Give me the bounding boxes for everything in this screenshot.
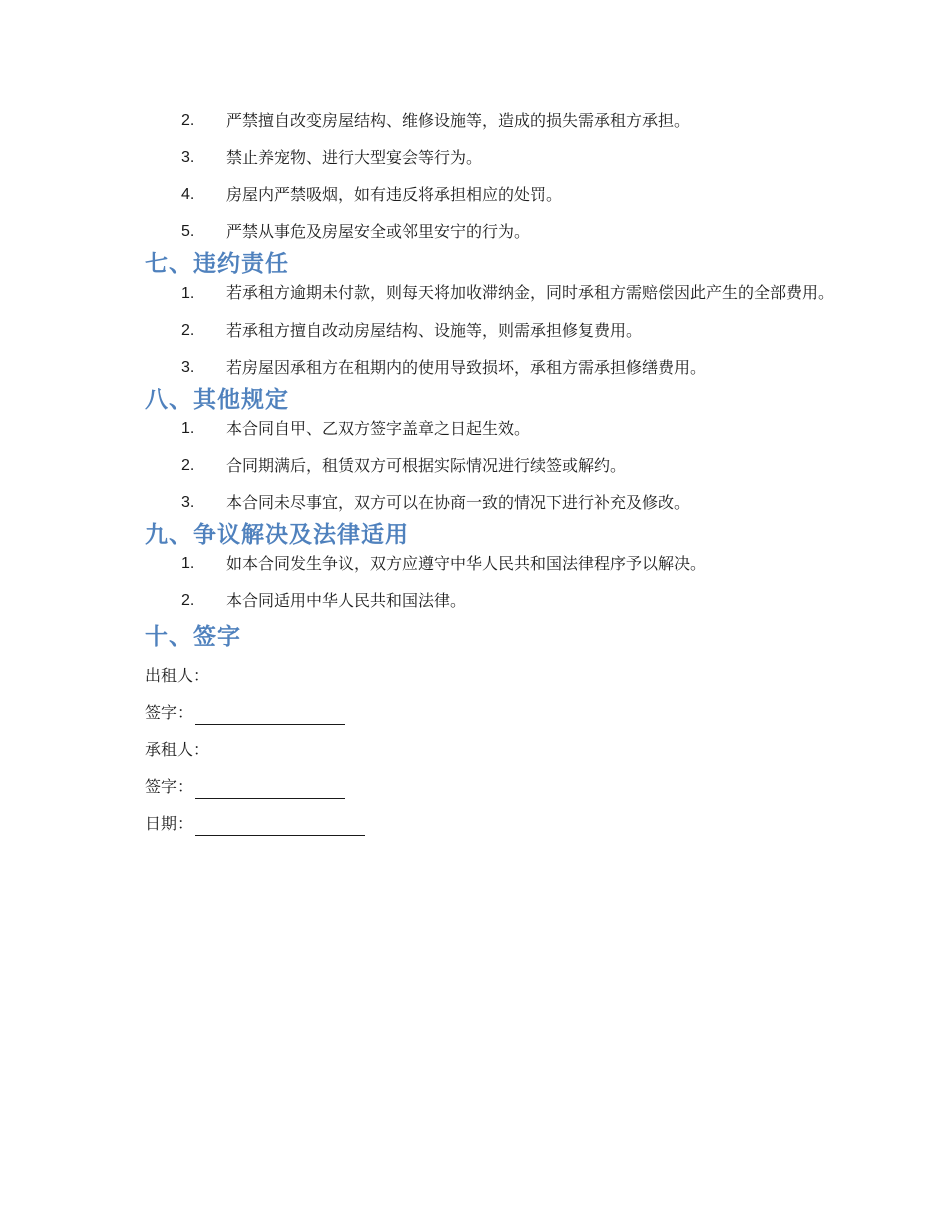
list-text: 如本合同发生争议，双方应遵守中华人民共和国法律程序予以解决。: [226, 554, 707, 573]
list-item: [145, 453, 845, 478]
list-text: 房屋内严禁吸烟，如有违反将承担相应的处罚。: [226, 185, 563, 204]
list-item: [145, 182, 845, 207]
list-text: 若承租方逾期未付款，则每天将加收滞纳金，同时承租方需赔偿因此产生的全部费用。: [226, 283, 835, 302]
list-text: 若房屋因承租方在租期内的使用导致损坏，承租方需承担修缮费用。: [226, 358, 707, 377]
date-label: 日期：: [145, 814, 194, 833]
list-number: 4.: [181, 186, 195, 203]
list-number: 3.: [181, 149, 195, 166]
list-item: [145, 280, 845, 306]
date-line: [145, 811, 845, 836]
list-item: [145, 318, 845, 343]
signature-label: 签字：: [145, 703, 194, 722]
list-text: 严禁擅自改变房屋结构、维修设施等，造成的损失需承租方承担。: [226, 111, 691, 130]
lessee-label: 承租人：: [145, 740, 210, 759]
list-text: 若承租方擅自改动房屋结构、设施等，则需承担修复费用。: [226, 321, 643, 340]
lessor-label: 出租人：: [145, 666, 210, 685]
list-number: 2.: [181, 592, 195, 609]
signature-blank: [195, 778, 345, 799]
list-number: 3.: [181, 359, 195, 376]
lessor-label-line: [145, 663, 845, 688]
list-item: [145, 588, 845, 613]
lessor-signature-line: [145, 700, 845, 725]
list-number: 2.: [181, 112, 195, 129]
list-text: 本合同未尽事宜，双方可以在协商一致的情况下进行补充及修改。: [226, 493, 691, 512]
list-item: [145, 490, 845, 515]
section-heading-signature: 十、签字: [145, 624, 241, 650]
signature-blank: [195, 704, 345, 725]
list-item: [145, 416, 845, 441]
list-number: 1.: [181, 555, 195, 572]
list-item: [145, 108, 845, 133]
list-item: [145, 355, 845, 380]
section-heading-other-rules: 八、其他规定: [145, 387, 289, 413]
list-number: 2.: [181, 457, 195, 474]
list-text: 严禁从事危及房屋安全或邻里安宁的行为。: [226, 222, 531, 241]
list-text: 本合同自甲、乙双方签字盖章之日起生效。: [226, 419, 531, 438]
lessee-label-line: [145, 737, 845, 762]
section-heading-dispute: 九、争议解决及法律适用: [145, 522, 409, 548]
lessee-signature-line: [145, 774, 845, 799]
list-item: [145, 219, 845, 244]
list-text: 禁止养宠物、进行大型宴会等行为。: [226, 148, 483, 167]
list-number: 2.: [181, 322, 195, 339]
date-blank: [195, 815, 365, 836]
section-heading-breach: 七、违约责任: [145, 251, 289, 277]
list-item: [145, 551, 845, 576]
list-number: 5.: [181, 223, 195, 240]
list-item: [145, 145, 845, 170]
document-content: [145, 108, 845, 848]
signature-label: 签字：: [145, 777, 194, 796]
list-number: 1.: [181, 420, 195, 437]
list-number: 3.: [181, 494, 195, 511]
list-number: 1.: [181, 285, 195, 302]
list-text: 合同期满后，租赁双方可根据实际情况进行续签或解约。: [226, 456, 627, 475]
list-text: 本合同适用中华人民共和国法律。: [226, 591, 467, 610]
